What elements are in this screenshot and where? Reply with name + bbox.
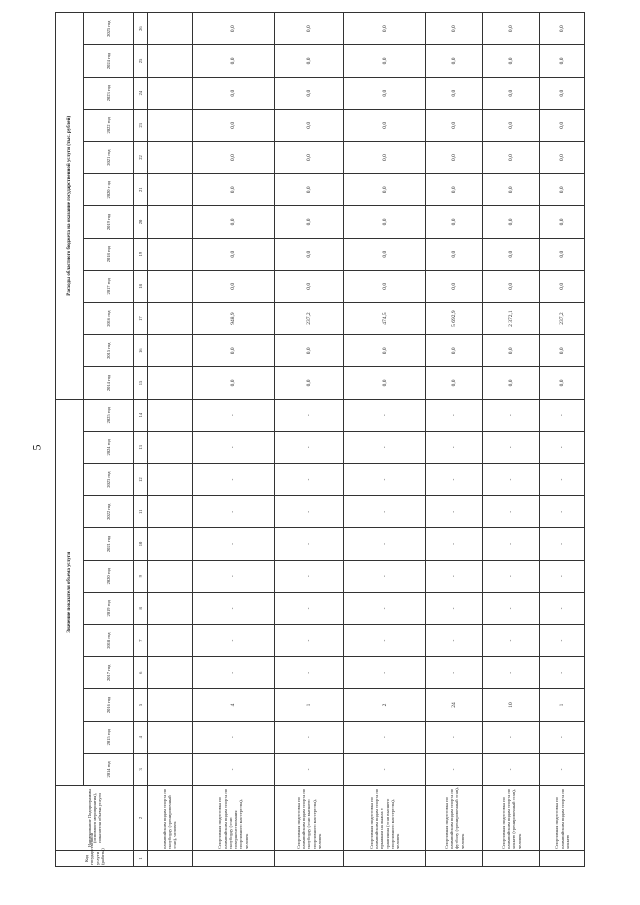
- header-expenses-year: 2021 год: [84, 141, 134, 173]
- service-name: Спортивная подготовка по олимпийским видам спорта по хоккею (тренировочный этап), человек: [483, 786, 540, 851]
- column-number: 7: [134, 624, 148, 656]
- expenses-value: [148, 77, 193, 109]
- column-number: 5: [134, 689, 148, 721]
- volume-value: -: [192, 496, 274, 528]
- volume-value: -: [483, 624, 540, 656]
- expenses-value: 0,0: [274, 141, 344, 173]
- volume-value: [148, 721, 193, 753]
- header-volume-year: 2023 год: [84, 463, 134, 495]
- header-expenses-year: 2017 год: [84, 270, 134, 302]
- page-number: 5: [29, 444, 44, 451]
- column-number: 22: [134, 141, 148, 173]
- expenses-value: 0,0: [192, 109, 274, 141]
- service-code: [192, 851, 274, 867]
- volume-value: [148, 689, 193, 721]
- expenses-value: 948,9: [192, 302, 274, 334]
- expenses-value: 0,0: [274, 45, 344, 77]
- expenses-value: 0,0: [192, 174, 274, 206]
- service-code: [344, 851, 426, 867]
- volume-value: [148, 592, 193, 624]
- header-expenses-year: 2015 год: [84, 335, 134, 367]
- header-volume-year: 2019 год: [84, 592, 134, 624]
- volume-value: -: [540, 496, 585, 528]
- expenses-value: 0,0: [192, 335, 274, 367]
- volume-value: -: [426, 431, 483, 463]
- expenses-value: 0,0: [344, 141, 426, 173]
- expenses-value: 237,2: [540, 302, 585, 334]
- expenses-value: [148, 109, 193, 141]
- volume-value: -: [540, 399, 585, 431]
- volume-value: [148, 496, 193, 528]
- column-number: 6: [134, 657, 148, 689]
- volume-value: -: [192, 528, 274, 560]
- column-number: 9: [134, 560, 148, 592]
- expenses-value: 0,0: [192, 270, 274, 302]
- header-name: Наименование Подпрограммы (основного мероприятия), показателя объема услуги: [56, 786, 134, 851]
- volume-value: 4: [192, 689, 274, 721]
- expenses-value: 0,0: [540, 174, 585, 206]
- expenses-value: 0,0: [540, 13, 585, 45]
- expenses-value: 0,0: [274, 206, 344, 238]
- expenses-value: 0,0: [540, 238, 585, 270]
- header-volume-year: 2025 год: [84, 399, 134, 431]
- expenses-value: 0,0: [274, 367, 344, 399]
- expenses-value: 0,0: [483, 13, 540, 45]
- expenses-value: [148, 335, 193, 367]
- expenses-value: 0,0: [274, 77, 344, 109]
- expenses-value: 0,0: [483, 270, 540, 302]
- expenses-value: 0,0: [192, 141, 274, 173]
- expenses-value: 0,0: [426, 45, 483, 77]
- service-name: олимпийским видам спорта по сноуборду (тренировочный этап), человек: [148, 786, 193, 851]
- expenses-value: 0,0: [192, 206, 274, 238]
- service-code: [274, 851, 344, 867]
- header-expenses-year: 2023 год: [84, 77, 134, 109]
- column-number: 21: [134, 174, 148, 206]
- volume-value: -: [274, 657, 344, 689]
- volume-value: [148, 463, 193, 495]
- header-volume-year: 2016 год: [84, 689, 134, 721]
- expenses-value: 0,0: [426, 174, 483, 206]
- header-expenses-year: 2019 год: [84, 206, 134, 238]
- volume-value: -: [192, 721, 274, 753]
- header-volume-year: 2021 год: [84, 528, 134, 560]
- table-body: [148, 13, 585, 867]
- table-row: [344, 13, 426, 867]
- table-row: [192, 13, 274, 867]
- column-number: 23: [134, 109, 148, 141]
- expenses-value: 0,0: [483, 141, 540, 173]
- volume-value: -: [540, 592, 585, 624]
- volume-value: -: [540, 624, 585, 656]
- volume-value: -: [344, 721, 426, 753]
- header-volume-year: 2020 год: [84, 560, 134, 592]
- expenses-value: 0,0: [426, 206, 483, 238]
- expenses-value: [148, 206, 193, 238]
- expenses-value: 0,0: [192, 367, 274, 399]
- volume-value: -: [192, 431, 274, 463]
- volume-value: -: [483, 463, 540, 495]
- volume-value: 2: [344, 689, 426, 721]
- volume-value: -: [426, 624, 483, 656]
- expenses-value: 237,2: [274, 302, 344, 334]
- header-expenses-year: 2018 год: [84, 238, 134, 270]
- volume-value: -: [344, 463, 426, 495]
- volume-value: [148, 528, 193, 560]
- volume-value: -: [426, 721, 483, 753]
- volume-value: -: [274, 560, 344, 592]
- expenses-value: 0,0: [483, 238, 540, 270]
- expenses-value: [148, 367, 193, 399]
- expenses-value: 0,0: [426, 238, 483, 270]
- expenses-value: 0,0: [540, 109, 585, 141]
- volume-value: -: [540, 431, 585, 463]
- header-years-row: [84, 13, 134, 867]
- volume-value: -: [540, 721, 585, 753]
- expenses-value: 0,0: [344, 45, 426, 77]
- header-code: Код государственной услуги (работы): [56, 851, 134, 867]
- volume-value: -: [274, 592, 344, 624]
- volume-value: [148, 399, 193, 431]
- expenses-value: 0,0: [344, 238, 426, 270]
- expenses-value: [148, 13, 193, 45]
- header-expenses-year: 2014 год: [84, 367, 134, 399]
- volume-value: -: [274, 399, 344, 431]
- expenses-value: 0,0: [274, 13, 344, 45]
- service-name: Спортивная подготовка по олимпийским видам спорта по сноуборду (этап высшего спортивного мастерства), человек: [274, 786, 344, 851]
- volume-value: -: [483, 721, 540, 753]
- column-number: 3: [134, 753, 148, 785]
- expenses-value: [148, 270, 193, 302]
- volume-value: -: [344, 399, 426, 431]
- expenses-value: [148, 174, 193, 206]
- expenses-value: 0,0: [483, 45, 540, 77]
- service-name: Спортивная подготовка по олимпийским видам спорта по футболу (тренировочный этап), человек: [426, 786, 483, 851]
- volume-value: [148, 657, 193, 689]
- header-volume-year: 2018 год: [84, 624, 134, 656]
- volume-value: -: [192, 753, 274, 785]
- volume-value: -: [483, 431, 540, 463]
- expenses-value: 0,0: [274, 335, 344, 367]
- volume-value: -: [426, 592, 483, 624]
- volume-value: [148, 624, 193, 656]
- column-number: 24: [134, 77, 148, 109]
- header-expenses-group: Расходы областного бюджета на оказание государственной услуги (тыс. рублей): [56, 13, 84, 400]
- service-name: Спортивная подготовка по олимпийским видам спорта по сноуборду (этап совершенствования спортивного мастерства), человек: [192, 786, 274, 851]
- expenses-value: 0,0: [274, 174, 344, 206]
- column-number: 25: [134, 45, 148, 77]
- expenses-value: [148, 238, 193, 270]
- expenses-value: 0,0: [344, 77, 426, 109]
- volume-value: -: [426, 496, 483, 528]
- volume-value: -: [483, 753, 540, 785]
- expenses-value: 0,0: [540, 77, 585, 109]
- expenses-value: 0,0: [540, 141, 585, 173]
- header-expenses-year: 2025 год: [84, 13, 134, 45]
- volume-value: -: [426, 528, 483, 560]
- column-number: 8: [134, 592, 148, 624]
- volume-value: -: [483, 592, 540, 624]
- volume-value: 1: [274, 689, 344, 721]
- column-number: 10: [134, 528, 148, 560]
- expenses-value: 0,0: [483, 174, 540, 206]
- table-row: [148, 13, 193, 867]
- expenses-value: 0,0: [540, 335, 585, 367]
- service-code: [483, 851, 540, 867]
- volume-value: -: [540, 560, 585, 592]
- expenses-value: 0,0: [426, 367, 483, 399]
- expenses-value: 0,0: [483, 367, 540, 399]
- expenses-value: 5 692,9: [426, 302, 483, 334]
- column-number: 20: [134, 206, 148, 238]
- column-number: 2: [134, 786, 148, 851]
- expenses-value: 0,0: [192, 77, 274, 109]
- volume-value: -: [192, 399, 274, 431]
- column-number: 4: [134, 721, 148, 753]
- volume-value: -: [483, 560, 540, 592]
- expenses-value: 0,0: [274, 238, 344, 270]
- expenses-value: 0,0: [274, 270, 344, 302]
- expenses-value: 2 372,1: [483, 302, 540, 334]
- header-volume-year: 2022 год: [84, 496, 134, 528]
- column-number: 19: [134, 238, 148, 270]
- volume-value: -: [274, 528, 344, 560]
- service-name: Спортивная подготовка по олимпийским видам спорта по хоккею: [540, 786, 585, 851]
- column-number: 14: [134, 399, 148, 431]
- header-expenses-year: 2022 год: [84, 109, 134, 141]
- expenses-value: 0,0: [344, 270, 426, 302]
- volume-value: -: [344, 431, 426, 463]
- volume-value: -: [426, 560, 483, 592]
- volume-value: -: [192, 463, 274, 495]
- volume-value: -: [483, 528, 540, 560]
- expenses-value: 0,0: [540, 206, 585, 238]
- header-expenses-year: 2024 год: [84, 45, 134, 77]
- expenses-value: 0,0: [426, 13, 483, 45]
- header-group-row: [56, 13, 84, 867]
- column-number: 1: [134, 851, 148, 867]
- header-volume-year: 2017 год: [84, 657, 134, 689]
- volume-value: -: [344, 657, 426, 689]
- volume-value: -: [192, 560, 274, 592]
- volume-value: -: [483, 399, 540, 431]
- expenses-value: 0,0: [483, 109, 540, 141]
- volume-value: -: [344, 528, 426, 560]
- service-code: [540, 851, 585, 867]
- table-row: [426, 13, 483, 867]
- expenses-value: 0,0: [426, 77, 483, 109]
- header-expenses-year: 2016 год: [84, 302, 134, 334]
- volume-value: -: [274, 431, 344, 463]
- expenses-value: 0,0: [344, 109, 426, 141]
- volume-value: 24: [426, 689, 483, 721]
- column-number: 11: [134, 496, 148, 528]
- header-volume-group: Значение показателя объема услуги: [56, 399, 84, 785]
- volume-value: -: [344, 592, 426, 624]
- volume-value: -: [274, 721, 344, 753]
- expenses-value: 0,0: [426, 141, 483, 173]
- table-row: [274, 13, 344, 867]
- volume-value: 1: [540, 689, 585, 721]
- volume-value: -: [483, 496, 540, 528]
- expenses-value: 0,0: [540, 270, 585, 302]
- services-table: [55, 12, 585, 867]
- service-code: [426, 851, 483, 867]
- expenses-value: [148, 302, 193, 334]
- volume-value: -: [540, 463, 585, 495]
- volume-value: -: [540, 657, 585, 689]
- volume-value: -: [274, 463, 344, 495]
- volume-value: 10: [483, 689, 540, 721]
- expenses-value: 0,0: [426, 335, 483, 367]
- expenses-value: 0,0: [540, 45, 585, 77]
- volume-value: -: [426, 399, 483, 431]
- header-volume-year: 2015 год: [84, 721, 134, 753]
- expenses-value: 474,5: [344, 302, 426, 334]
- table-row: [540, 13, 585, 867]
- table-row: [483, 13, 540, 867]
- header-volume-year: 2024 год: [84, 431, 134, 463]
- volume-value: -: [344, 560, 426, 592]
- volume-value: -: [344, 496, 426, 528]
- volume-value: -: [483, 657, 540, 689]
- service-name: Спортивная подготовка по олимпийским видам спорта по прыжкам на лыжах с трамплина (этап высшего спортивного мастерства), человек: [344, 786, 426, 851]
- volume-value: -: [274, 496, 344, 528]
- volume-value: -: [274, 624, 344, 656]
- volume-value: -: [426, 753, 483, 785]
- expenses-value: 0,0: [192, 45, 274, 77]
- expenses-value: 0,0: [483, 335, 540, 367]
- expenses-value: 0,0: [483, 206, 540, 238]
- volume-value: [148, 753, 193, 785]
- column-number: 26: [134, 13, 148, 45]
- expenses-value: 0,0: [426, 270, 483, 302]
- column-number: 15: [134, 367, 148, 399]
- column-number: 18: [134, 270, 148, 302]
- expenses-value: 0,0: [344, 174, 426, 206]
- volume-value: -: [274, 753, 344, 785]
- expenses-value: 0,0: [192, 13, 274, 45]
- volume-value: -: [344, 624, 426, 656]
- column-number: 13: [134, 431, 148, 463]
- header-volume-year: 2014 год: [84, 753, 134, 785]
- column-number: 12: [134, 463, 148, 495]
- expenses-value: 0,0: [426, 109, 483, 141]
- volume-value: -: [426, 463, 483, 495]
- volume-value: [148, 431, 193, 463]
- expenses-value: 0,0: [344, 335, 426, 367]
- volume-value: -: [426, 657, 483, 689]
- volume-value: -: [192, 624, 274, 656]
- expenses-value: 0,0: [274, 109, 344, 141]
- column-number: 17: [134, 302, 148, 334]
- volume-value: -: [540, 753, 585, 785]
- expenses-value: 0,0: [344, 206, 426, 238]
- expenses-value: 0,0: [540, 367, 585, 399]
- service-code: [148, 851, 193, 867]
- expenses-value: 0,0: [483, 77, 540, 109]
- volume-value: -: [344, 753, 426, 785]
- volume-value: -: [540, 528, 585, 560]
- expenses-value: 0,0: [192, 238, 274, 270]
- column-number-row: [134, 13, 148, 867]
- column-number: 16: [134, 335, 148, 367]
- rotated-table-container: [55, 12, 585, 867]
- expenses-value: 0,0: [344, 367, 426, 399]
- expenses-value: [148, 45, 193, 77]
- volume-value: -: [192, 657, 274, 689]
- expenses-value: [148, 141, 193, 173]
- header-expenses-year: 2020 г од: [84, 174, 134, 206]
- expenses-value: 0,0: [344, 13, 426, 45]
- volume-value: -: [192, 592, 274, 624]
- volume-value: [148, 560, 193, 592]
